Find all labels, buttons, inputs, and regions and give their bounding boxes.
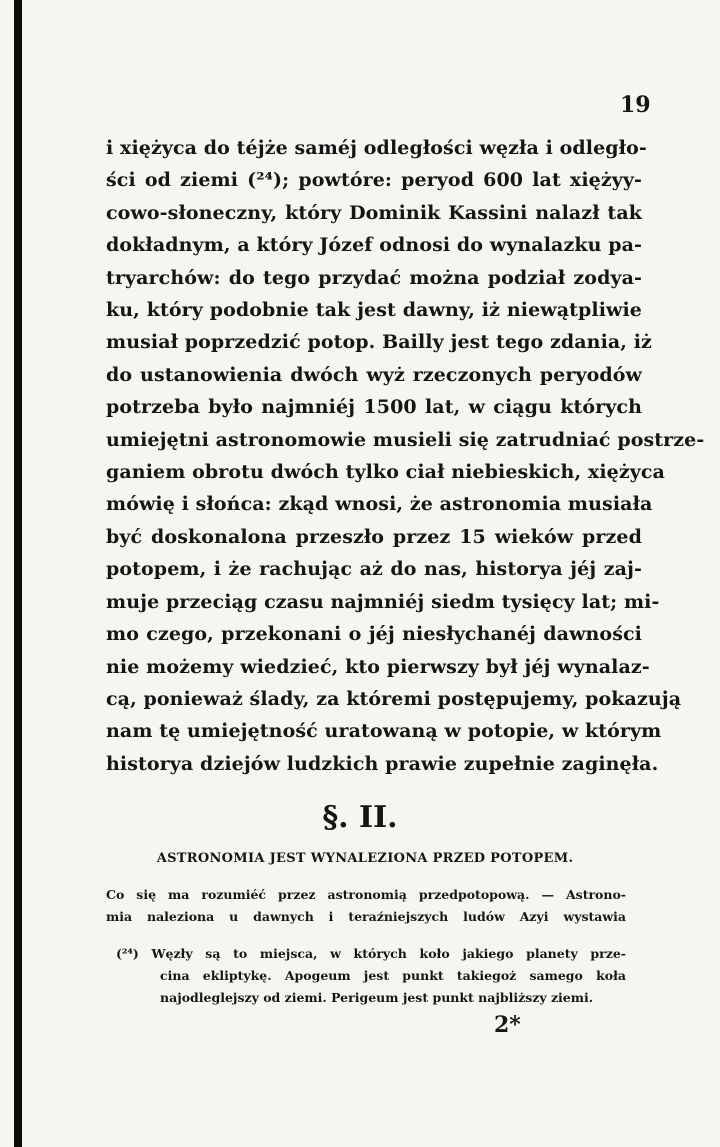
section-heading: ASTRONOMIA JEST WYNALEZIONA PRZED POTOPEM. (156, 851, 574, 866)
body-line: cowo-słoneczny, który Dominik Kassini nalazł tak (106, 201, 642, 224)
body-line: nam tę umiejętność uratowaną w potopie, w którym (106, 720, 662, 743)
section-summary (106, 884, 626, 928)
body-line: ganiem obrotu dwóch tylko ciał niebieskich, xiężyca (106, 461, 665, 484)
body-text (106, 132, 705, 780)
body-line: nie możemy wiedzieć, kto pierwszy był jéj wynalaz- (106, 655, 650, 678)
body-line: musiał poprzedzić potop. Bailly jest tego zdania, iż (106, 331, 652, 354)
page-binding-edge (14, 0, 22, 1147)
summary-line: Co się ma rozumiéć przez astronomią przedpotopową. — Astrono- (106, 887, 626, 902)
printer-signature-mark: 2* (494, 1012, 521, 1038)
body-line: mo czego, przekonani o jéj niesłychanéj dawności (106, 623, 642, 646)
footnote-line: (²⁴) Węzły są to miejsca, w których koło jakiego planety prze- (116, 946, 626, 961)
footnote-line: najodleglejszy od ziemi. Perigeum jest punkt najbliższy ziemi. (160, 990, 594, 1005)
body-line: tryarchów: do tego przydać można podział zodya- (106, 266, 642, 289)
body-line: potrzeba było najmniéj 1500 lat, w ciągu których (106, 396, 642, 419)
body-line: historya dziejów ludzkich prawie zupełnie zaginęła. (106, 752, 659, 775)
body-line: potopem, i że rachując aż do nas, historya jéj zaj- (106, 558, 642, 581)
body-line: umiejętni astronomowie musieli się zatrudniać postrze- (106, 428, 705, 451)
body-line: do ustanowienia dwóch wyż rzeczonych peryodów (106, 363, 642, 386)
body-line: być doskonalona przeszło przez 15 wieków przed (106, 525, 642, 548)
body-line: mówię i słońca: zkąd wnosi, że astronomia musiała (106, 493, 653, 516)
body-line: ści od ziemi (²⁴); powtóre: peryod 600 lat xiężyy- (106, 169, 642, 192)
body-line: muje przeciąg czasu najmniéj siedm tysięcy lat; mi- (106, 590, 660, 613)
body-line: dokładnym, a który Józef odnosi do wynalazku pa- (106, 234, 643, 257)
page-number: 19 (620, 92, 651, 118)
section-mark: §. II. (322, 800, 398, 835)
summary-line: mia naleziona u dawnych i teraźniejszych ludów Azyi wystawia (106, 909, 626, 924)
footnote (116, 943, 626, 1009)
body-line: ku, który podobnie tak jest dawny, iż niewątpliwie (106, 299, 642, 322)
body-line: cą, ponieważ ślady, za któremi postępujemy, pokazują (106, 687, 682, 710)
footnote-line: cina ekliptykę. Apogeum jest punkt takiegoż samego koła (160, 968, 626, 983)
body-line: i xiężyca do téjże saméj odległości węzła i odległo- (106, 137, 647, 159)
